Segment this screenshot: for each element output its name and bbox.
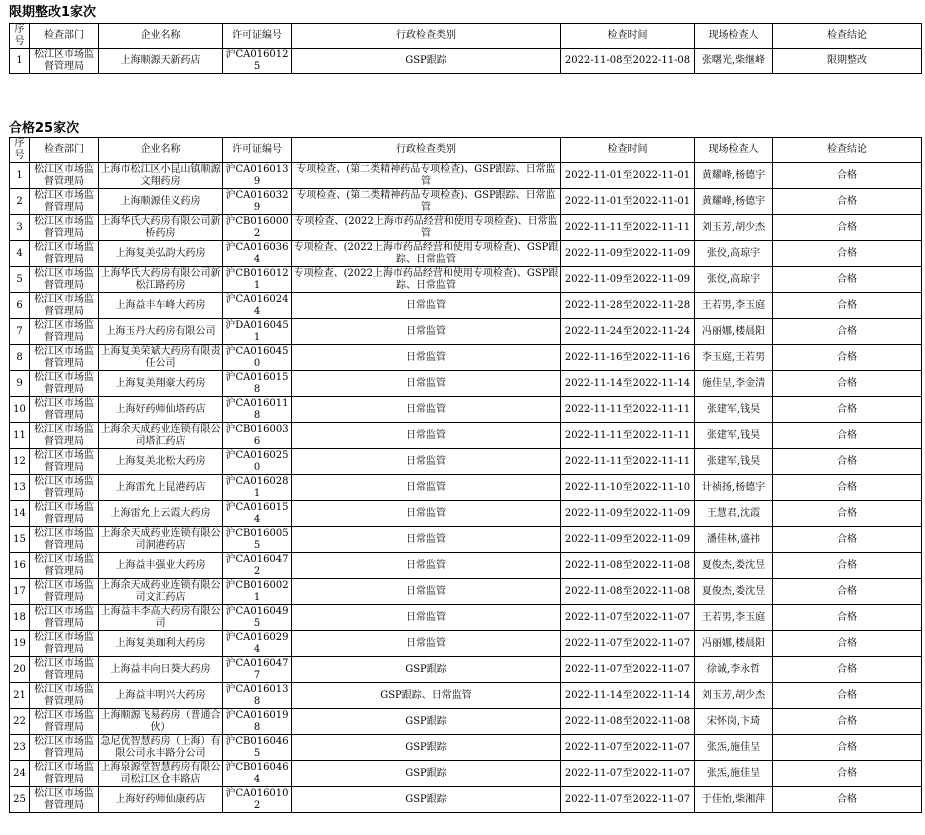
cell-conclusion: 合格 [773,657,922,683]
cell-license: 沪CB0160002 [223,215,292,241]
cell-seq: 3 [10,215,30,241]
cell-seq: 10 [10,397,30,423]
cell-category: GSP跟踪 [292,49,561,74]
cell-company: 上海顺源天新药店 [99,49,223,74]
cell-department: 松江区市场监督管理局 [30,553,99,579]
cell-category: 日常监管 [292,423,561,449]
cell-conclusion: 合格 [773,319,922,345]
cell-company: 上海益丰强业大药房 [99,553,223,579]
cell-company: 上海好药师仙塔药店 [99,397,223,423]
table-header-row [10,24,922,49]
cell-department: 松江区市场监督管理局 [30,527,99,553]
cell-time: 2022-11-08至2022-11-08 [561,553,695,579]
cell-category: 日常监管 [292,579,561,605]
cell-license: 沪CA0160364 [223,241,292,267]
cell-seq: 6 [10,293,30,319]
cell-category: GSP跟踪 [292,735,561,761]
cell-category: 日常监管 [292,527,561,553]
cell-company: 急尼优智慧药房（上海）有限公司永丰路分公司 [100,735,221,759]
cell-time: 2022-11-11至2022-11-11 [561,215,695,241]
cell-department: 松江区市场监督管理局 [30,579,99,605]
cell-license: 沪CB0160036 [223,423,292,449]
cell-inspectors: 夏俊杰,娄沈昱 [695,553,773,579]
cell-company: 上海益丰向日葵大药房 [99,657,223,683]
cell-department: 松江区市场监督管理局 [30,423,99,449]
cell-company: 上海余天成药业连锁有限公司文汇药店 [100,579,221,603]
cell-inspectors: 施佳呈,李金清 [695,371,773,397]
cell-company: 上海余天成药业连锁有限公司洞港药店 [100,527,221,551]
header-company: 企业名称 [99,24,223,49]
cell-conclusion: 合格 [773,163,922,189]
cell-license: 沪CA0160281 [223,475,292,501]
cell-inspectors: 张佼,高琼宇 [695,267,773,293]
cell-seq: 1 [10,163,30,189]
cell-license: 沪CA0160139 [223,163,292,189]
cell-department: 松江区市场监督管理局 [30,267,99,293]
cell-conclusion: 合格 [773,735,922,761]
cell-seq: 13 [10,475,30,501]
table-row [10,423,922,449]
cell-department: 松江区市场监督管理局 [30,709,99,735]
table-header-row [10,138,922,163]
header-category: 行政检查类别 [292,24,561,49]
cell-seq: 5 [10,267,30,293]
cell-license: 沪CA0160450 [223,345,292,371]
cell-time: 2022-11-09至2022-11-09 [561,501,695,527]
cell-time: 2022-11-08至2022-11-08 [561,49,695,74]
qualified-table [9,137,922,813]
cell-department: 松江区市场监督管理局 [30,397,99,423]
section-title-qualified: 合格25家次 [9,121,80,136]
cell-department: 松江区市场监督管理局 [30,163,99,189]
cell-category: 日常监管 [292,605,561,631]
cell-seq: 14 [10,501,30,527]
table-row [10,215,922,241]
cell-time: 2022-11-16至2022-11-16 [561,345,695,371]
cell-conclusion: 合格 [773,605,922,631]
table-row [10,657,922,683]
cell-department: 松江区市场监督管理局 [30,371,99,397]
cell-inspectors: 计祯扬,杨德宇 [695,475,773,501]
header-time: 检查时间 [561,138,695,163]
cell-company: 上海复美弘韵大药房 [99,241,223,267]
cell-inspectors: 黄耀峰,杨德宇 [695,189,773,215]
cell-conclusion: 合格 [773,215,922,241]
cell-license: 沪CA0160250 [223,449,292,475]
cell-seq: 1 [10,49,30,74]
cell-department: 松江区市场监督管理局 [30,241,99,267]
cell-department: 松江区市场监督管理局 [30,215,99,241]
cell-seq: 20 [10,657,30,683]
cell-conclusion: 合格 [773,787,922,813]
cell-category: 日常监管 [292,293,561,319]
cell-conclusion: 合格 [773,189,922,215]
cell-department: 松江区市场监督管理局 [30,787,99,813]
cell-seq: 2 [10,189,30,215]
cell-seq: 17 [10,579,30,605]
cell-conclusion: 合格 [773,371,922,397]
cell-category: 专项检查、(2022上海市药品经营和使用专项检查)、GSP跟踪、日常监管 [292,267,561,293]
cell-conclusion: 合格 [773,579,922,605]
cell-license: 沪CA0160138 [223,683,292,709]
table-row [10,579,922,605]
header-conclusion: 检查结论 [773,24,922,49]
cell-license: 沪CB0160465 [223,735,292,761]
cell-seq: 19 [10,631,30,657]
cell-time: 2022-11-11至2022-11-11 [561,449,695,475]
cell-category: 日常监管 [292,319,561,345]
cell-inspectors: 张建军,钱昊 [695,397,773,423]
header-category: 行政检查类别 [292,138,561,163]
table-row [10,553,922,579]
cell-time: 2022-11-09至2022-11-09 [561,527,695,553]
cell-category: 日常监管 [292,371,561,397]
cell-inspectors: 张建军,钱昊 [695,423,773,449]
cell-department: 松江区市场监督管理局 [30,683,99,709]
cell-category: 专项检查、(2022上海市药品经营和使用专项检查)、GSP跟踪、日常监管 [292,241,561,267]
cell-company: 上海雷允上云霞大药房 [99,501,223,527]
cell-license: 沪CA0160244 [223,293,292,319]
cell-category: GSP跟踪、日常监管 [292,683,561,709]
cell-department: 松江区市场监督管理局 [30,605,99,631]
cell-seq: 22 [10,709,30,735]
cell-license: 沪DA0160451 [223,319,292,345]
cell-seq: 12 [10,449,30,475]
cell-license: 沪CA0160154 [223,501,292,527]
table-row [10,267,922,293]
cell-conclusion: 合格 [773,553,922,579]
cell-license: 沪CA0160102 [223,787,292,813]
cell-conclusion: 合格 [773,683,922,709]
cell-seq: 15 [10,527,30,553]
cell-company: 上海华氏大药房有限公司新松江路药房 [100,267,221,291]
cell-inspectors: 李玉庭,王若男 [695,345,773,371]
cell-conclusion: 合格 [773,761,922,787]
cell-time: 2022-11-01至2022-11-01 [561,189,695,215]
cell-category: 日常监管 [292,501,561,527]
cell-conclusion: 合格 [773,449,922,475]
cell-department: 松江区市场监督管理局 [30,475,99,501]
cell-company: 上海复美翔豪大药房 [99,371,223,397]
cell-license: 沪CA0160495 [223,605,292,631]
table-row [10,345,922,371]
cell-inspectors: 张佼,高琼宇 [695,241,773,267]
rectification-table [9,23,922,74]
cell-category: GSP跟踪 [292,787,561,813]
cell-conclusion: 合格 [773,631,922,657]
cell-time: 2022-11-07至2022-11-07 [561,761,695,787]
cell-inspectors: 夏俊杰,娄沈昱 [695,579,773,605]
cell-company: 上海益丰李高大药房有限公司 [100,605,221,629]
cell-company: 上海余天成药业连锁有限公司塔汇药店 [100,423,221,447]
cell-inspectors: 宋怀岗,卞琦 [695,709,773,735]
header-conclusion: 检查结论 [773,138,922,163]
table-row [10,683,922,709]
cell-category: GSP跟踪 [292,709,561,735]
cell-time: 2022-11-10至2022-11-10 [561,475,695,501]
header-license: 许可证编号 [223,138,292,163]
table-row [10,163,922,189]
cell-inspectors: 王慧君,沈霞 [695,501,773,527]
cell-time: 2022-11-07至2022-11-07 [561,605,695,631]
cell-seq: 16 [10,553,30,579]
cell-time: 2022-11-14至2022-11-14 [561,371,695,397]
cell-department: 松江区市场监督管理局 [30,657,99,683]
table-row [10,709,922,735]
header-license: 许可证编号 [223,24,292,49]
cell-department: 松江区市场监督管理局 [30,345,99,371]
cell-seq: 9 [10,371,30,397]
cell-license: 沪CA0160158 [223,371,292,397]
table-row [10,319,922,345]
cell-inspectors: 潘佳林,盛祎 [695,527,773,553]
cell-conclusion: 合格 [773,397,922,423]
cell-category: 日常监管 [292,397,561,423]
table-row [10,631,922,657]
cell-inspectors: 冯丽娜,楼晨阳 [695,319,773,345]
cell-license: 沪CB0160121 [223,267,292,293]
header-inspectors: 现场检查人 [695,24,773,49]
cell-category: 日常监管 [292,475,561,501]
cell-license: 沪CA0160294 [223,631,292,657]
cell-time: 2022-11-07至2022-11-07 [561,631,695,657]
cell-company: 上海好药师仙康药店 [99,787,223,813]
cell-department: 松江区市场监督管理局 [30,189,99,215]
cell-conclusion: 合格 [773,423,922,449]
cell-conclusion: 合格 [773,293,922,319]
cell-time: 2022-11-11至2022-11-11 [561,423,695,449]
cell-time: 2022-11-07至2022-11-07 [561,657,695,683]
cell-conclusion: 限期整改 [773,49,922,74]
cell-department: 松江区市场监督管理局 [30,49,99,74]
cell-category: 日常监管 [292,449,561,475]
table-row [10,449,922,475]
cell-inspectors: 刘玉芳,胡少杰 [695,215,773,241]
cell-seq: 8 [10,345,30,371]
cell-department: 松江区市场监督管理局 [30,449,99,475]
cell-company: 上海益丰车峰大药房 [99,293,223,319]
header-seq: 序号 [10,24,30,49]
cell-license: 沪CB0160021 [223,579,292,605]
cell-company: 上海益丰明兴大药房 [99,683,223,709]
cell-license: 沪CB0160055 [223,527,292,553]
cell-time: 2022-11-07至2022-11-07 [561,735,695,761]
table-row [10,501,922,527]
cell-license: 沪CA0160118 [223,397,292,423]
cell-company: 上海顺源佳义药房 [99,189,223,215]
cell-company: 上海华氏大药房有限公司新桥药房 [100,215,221,239]
cell-inspectors: 黄耀峰,杨德宇 [695,163,773,189]
cell-conclusion: 合格 [773,241,922,267]
cell-seq: 18 [10,605,30,631]
cell-conclusion: 合格 [773,345,922,371]
cell-inspectors: 徐诚,李永哲 [695,657,773,683]
cell-company: 上海复美北松大药房 [99,449,223,475]
cell-company: 上海市松江区小昆山镇顺源文翔药房 [100,163,221,187]
section-title-rectification: 限期整改1家次 [9,5,97,20]
cell-time: 2022-11-08至2022-11-08 [561,709,695,735]
table-row [10,49,922,74]
table-row [10,527,922,553]
cell-conclusion: 合格 [773,475,922,501]
cell-seq: 23 [10,735,30,761]
cell-inspectors: 张建军,钱昊 [695,449,773,475]
cell-company: 上海顺源飞易药房（普通合伙） [100,709,221,733]
cell-inspectors: 刘玉芳,胡少杰 [695,683,773,709]
cell-inspectors: 张炁,施佳呈 [695,761,773,787]
cell-inspectors: 冯丽娜,楼晨阳 [695,631,773,657]
cell-company: 上海泉源堂智慧药房有限公司松江区仓丰路店 [100,761,221,785]
table-row [10,787,922,813]
cell-time: 2022-11-01至2022-11-01 [561,163,695,189]
table-row [10,761,922,787]
cell-license: 沪CA0160198 [223,709,292,735]
cell-category: 专项检查、(第二类精神药品专项检查)、GSP跟踪、日常监管 [292,163,561,189]
header-department: 检查部门 [30,138,99,163]
cell-department: 松江区市场监督管理局 [30,761,99,787]
cell-company: 上海雷允上昆港药店 [99,475,223,501]
cell-inspectors: 王若男,李玉庭 [695,605,773,631]
cell-category: GSP跟踪 [292,657,561,683]
cell-category: 日常监管 [292,553,561,579]
cell-department: 松江区市场监督管理局 [30,293,99,319]
cell-license: 沪CB0160464 [223,761,292,787]
table-row [10,189,922,215]
cell-department: 松江区市场监督管理局 [30,501,99,527]
cell-inspectors: 王若男,李玉庭 [695,293,773,319]
cell-conclusion: 合格 [773,709,922,735]
table-row [10,605,922,631]
cell-license: 沪CA0160472 [223,553,292,579]
cell-license: 沪CA0160125 [223,49,292,74]
header-seq: 序号 [10,138,30,163]
table-row [10,293,922,319]
cell-seq: 21 [10,683,30,709]
cell-seq: 7 [10,319,30,345]
table-row [10,371,922,397]
cell-category: 专项检查、(2022上海市药品经营和使用专项检查)、日常监管 [292,215,561,241]
cell-conclusion: 合格 [773,501,922,527]
cell-time: 2022-11-28至2022-11-28 [561,293,695,319]
cell-category: 日常监管 [292,631,561,657]
cell-inspectors: 张炁,施佳呈 [695,735,773,761]
cell-inspectors: 于佳怡,柴湘萍 [695,787,773,813]
cell-company: 上海复美珈利大药房 [99,631,223,657]
cell-seq: 4 [10,241,30,267]
cell-category: GSP跟踪 [292,761,561,787]
cell-time: 2022-11-24至2022-11-24 [561,319,695,345]
header-department: 检查部门 [30,24,99,49]
header-time: 检查时间 [561,24,695,49]
table-row [10,397,922,423]
table-row [10,475,922,501]
table-row [10,735,922,761]
cell-seq: 25 [10,787,30,813]
cell-time: 2022-11-11至2022-11-11 [561,397,695,423]
cell-time: 2022-11-09至2022-11-09 [561,267,695,293]
table-row [10,241,922,267]
cell-time: 2022-11-08至2022-11-08 [561,579,695,605]
cell-conclusion: 合格 [773,267,922,293]
cell-department: 松江区市场监督管理局 [30,319,99,345]
cell-inspectors: 张曙光,柴继峰 [695,49,773,74]
header-inspectors: 现场检查人 [695,138,773,163]
cell-company: 上海玉丹大药房有限公司 [99,319,223,345]
cell-license: 沪CA0160329 [223,189,292,215]
header-company: 企业名称 [99,138,223,163]
cell-seq: 11 [10,423,30,449]
cell-category: 专项检查、(第二类精神药品专项检查)、GSP跟踪、日常监管 [292,189,561,215]
cell-time: 2022-11-09至2022-11-09 [561,241,695,267]
cell-license: 沪CA0160477 [223,657,292,683]
cell-company: 上海复美荣斌大药房有限责任公司 [100,345,221,369]
cell-time: 2022-11-07至2022-11-07 [561,787,695,813]
cell-department: 松江区市场监督管理局 [30,631,99,657]
cell-department: 松江区市场监督管理局 [30,735,99,761]
cell-category: 日常监管 [292,345,561,371]
cell-time: 2022-11-14至2022-11-14 [561,683,695,709]
cell-seq: 24 [10,761,30,787]
cell-conclusion: 合格 [773,527,922,553]
